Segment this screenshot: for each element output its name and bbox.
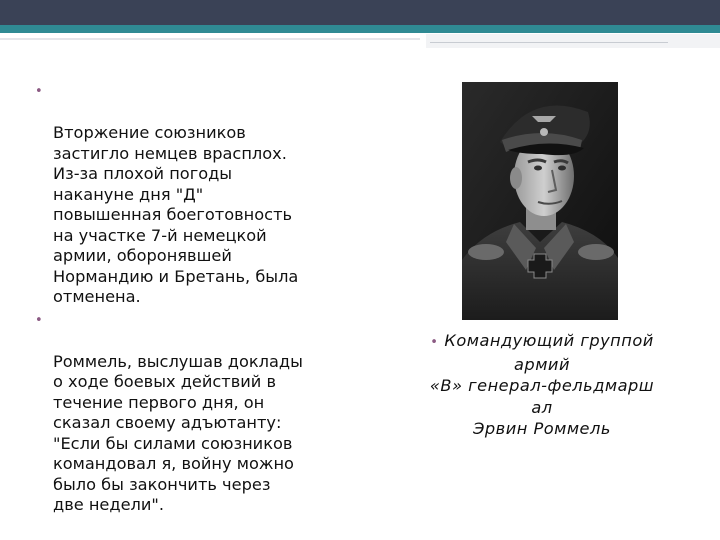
bullet-dot-icon: • [35, 312, 43, 328]
portrait-illustration [462, 82, 618, 320]
bullet-item [34, 82, 364, 308]
caption-text: Командующий группой [444, 331, 654, 350]
portrait-image [462, 82, 618, 320]
bullet-dot-icon: • [430, 335, 439, 350]
caption-line: «В» генерал-фельдмарш [429, 376, 655, 395]
decorative-line [0, 38, 420, 40]
caption-line: ал [531, 397, 553, 417]
bullet-text: Роммель, выслушав доклады о ходе боевых действий в течение первого дня, он сказал своему адъютанту: "Если бы силами союзников командовал я, войну можно было бы закончить через две недели". [53, 351, 303, 514]
decorative-line [430, 42, 668, 43]
text-body [34, 82, 364, 519]
decorative-shadow-bar [426, 34, 720, 48]
caption-line: армий [514, 354, 570, 374]
bullet-text: Вторжение союзников застигло немцев врасплох. Из-за плохой погоды накануне дня "Д" повышенная боеготовность на участке 7-й немецкой армии, оборонявшей Нормандию и Бретань, была отменена. [53, 123, 299, 306]
bullet-dot-icon: • [35, 84, 43, 99]
title-bar-band [0, 0, 720, 25]
bullet-item [34, 311, 364, 516]
caption-line: Эрвин Роммель [473, 419, 611, 438]
caption-line [392, 330, 692, 354]
accent-band [0, 25, 720, 33]
portrait-caption [392, 330, 692, 440]
